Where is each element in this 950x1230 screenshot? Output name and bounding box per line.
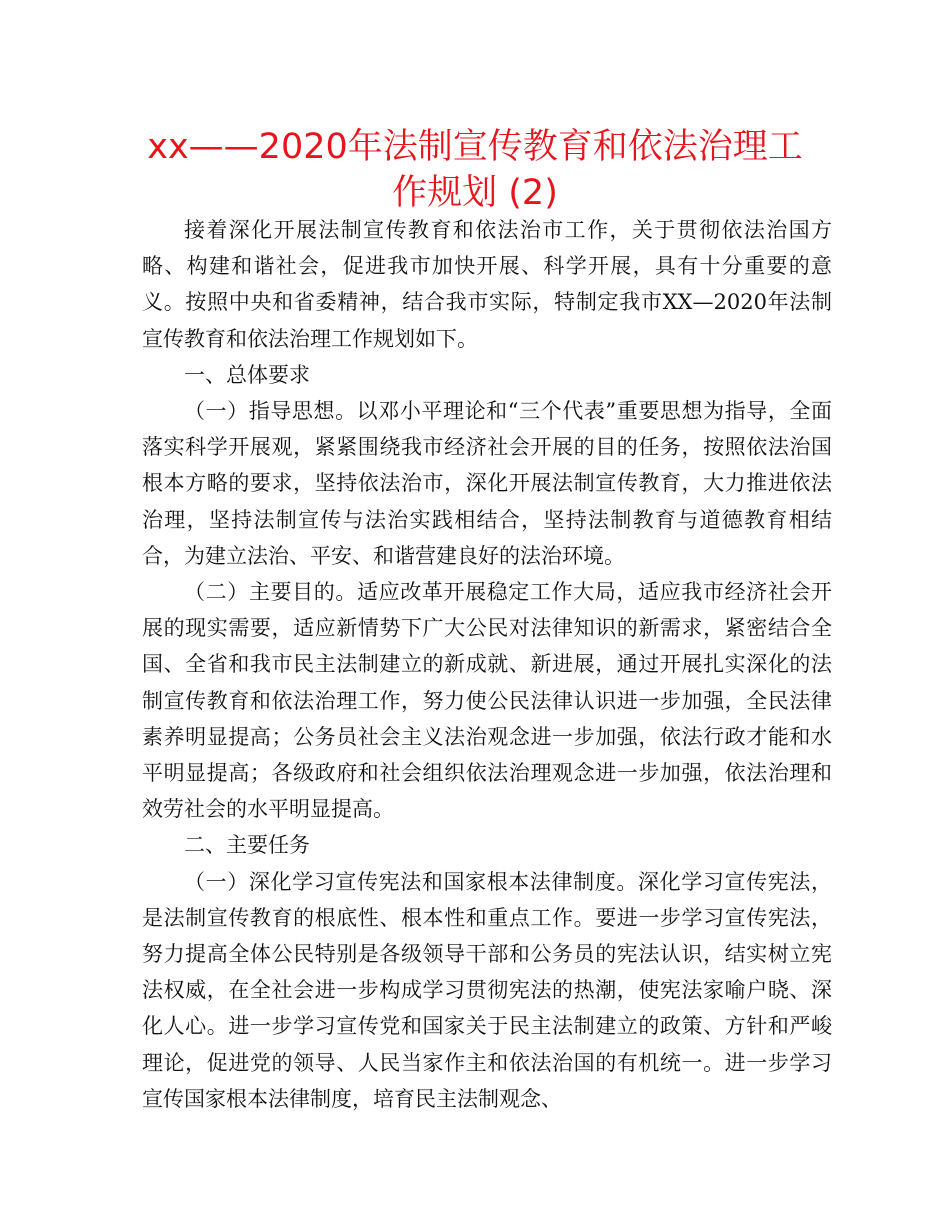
document-body — [142, 212, 832, 1117]
document-title-line2: 作规划 (2) — [392, 173, 558, 213]
document-title-line1: xx——2020年法制宣传教育和依法治理工 — [147, 127, 803, 167]
constitution-study-paragraph: （一）深化学习宣传宪法和国家根本法律制度。深化学习宣传宪法，是法制宣传教育的根底性、根本性和重点工作。要进一步学习宣传宪法，努力提高全体公民特别是各级领导干部和公务员的宪法认识，结实树立宪法权威，在全社会进一步构成学习贯彻宪法的热潮，使宪法家喻户晓、深化人心。进一步学习宣传党和国家关于民主法制建立的政策、方针和严峻理论，促进党的领导、人民当家作主和依法治国的有机统一。进一步学习宣传国家根本法律制度，培育民主法制观念、 — [142, 869, 832, 1111]
intro-paragraph: 接着深化开展法制宣传教育和依法治市工作，关于贯彻依法治国方略、构建和谐社会，促进我市加快开展、科学开展，具有十分重要的意义。按照中央和省委精神，结合我市实际，特制定我市XX—2020年法制宣传教育和依法治理工作规划如下。 — [142, 218, 832, 351]
main-objectives-paragraph: （二）主要目的。适应改革开展稳定工作大局，适应我市经济社会开展的现实需要，适应新情势下广大公民对法律知识的新需求，紧密结合全国、全省和我市民主法制建立的新成就、新进展，通过开展扎实深化的法制宣传教育和依法治理工作，努力使公民法律认识进一步加强，全民法律素养明显提高；公务员社会主义法治观念进一步加强，依法行政才能和水平明显提高；各级政府和社会组织依法治理观念进一步加强，依法治理和效劳社会的水平明显提高。 — [142, 580, 832, 822]
guiding-ideology-paragraph: （一）指导思想。以邓小平理论和“三个代表”重要思想为指导，全面落实科学开展观，紧紧围绕我市经济社会开展的目的任务，按照依法治国根本方略的要求，坚持依法治市，深化开展法制宣传教育，大力推进依法治理，坚持法制宣传与法治实践相结合，坚持法制教育与道德教育相结合，为建立法治、平安、和谐营建良好的法治环境。 — [142, 399, 832, 568]
section-heading-overall-requirements: 一、总体要求 — [184, 362, 310, 387]
section-heading-main-tasks: 二、主要任务 — [184, 833, 310, 858]
